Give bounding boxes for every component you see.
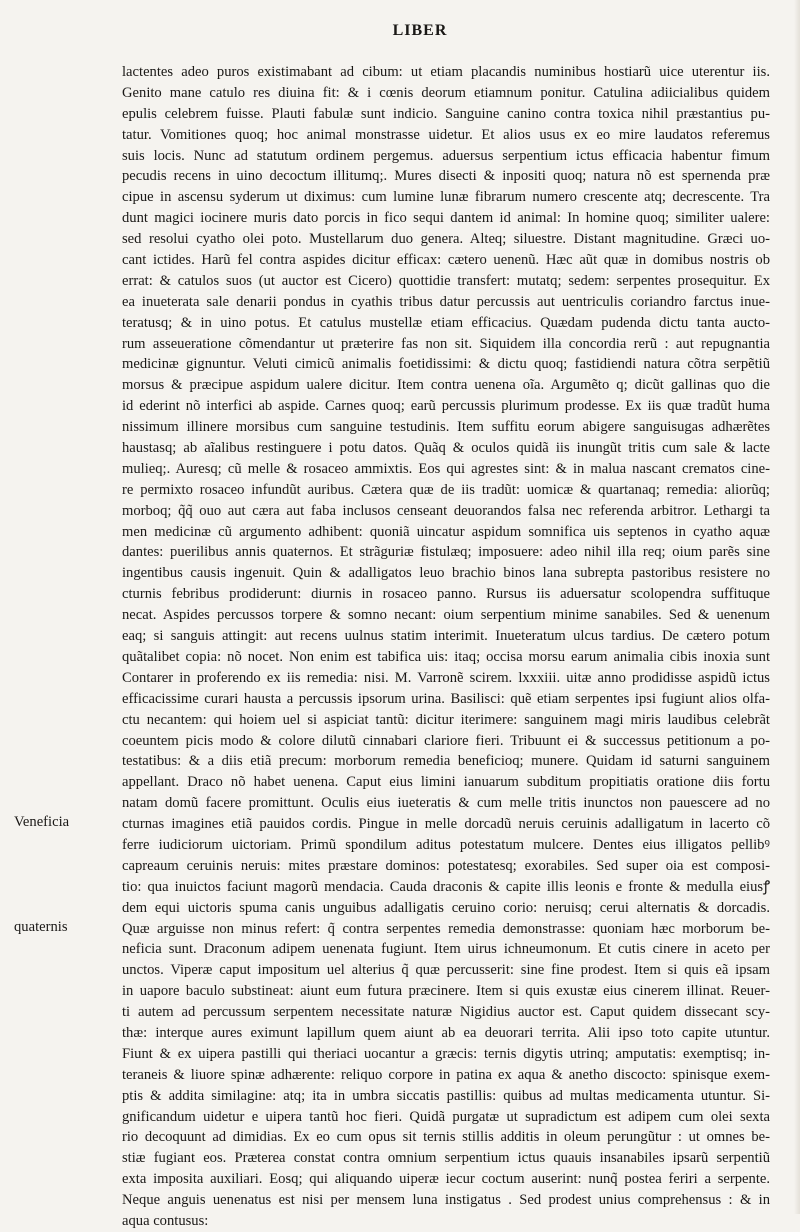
text-line: ti autem ad percussum serpentem necessitate naturæ Nigidius auctor est. Caput quidem dissecant scy- [122,1004,770,1021]
text-line: cipue in ascensu syderum ut diximus: cum lumine lunæ fibrarum numero crescente atq; decrescente. Tra [122,189,770,206]
text-line: ptis & addita similagine: atq; ita in umbra siccatis pastillis: quibus ad multas medicamenta utuntur. Si- [122,1087,770,1104]
text-line: necat. Aspides percussos torpere & somno necant: oium serpentium minime sanabiles. Sed & uenenum [122,607,770,624]
text-line: ctu necantem: qui hoiem uel si aspiciat tantũ: dicitur iterimere: sanguinem magi miris laudibus celebrãt [122,711,770,728]
text-line: natam domũ facere promittunt. Oculis eius iueteratis & cum melle tritis inunctos non pauescere ad no [122,795,770,812]
text-line: Genito mane catulo res diuina fit: & i cœnis deorum etiamnum ponitur. Catulina adiicialibus quidem [122,84,770,101]
text-line: dem equi uictoris spuma canis unguibus adalligatis ceruino corio: neruisq; cerui alternatis & dorcadis. [122,899,770,916]
text-line: dantes: puerilibus annis quaternos. Et strãguriæ fistulæq; imposuere: adeo nihil illa req; oium parẽs sine [122,544,770,561]
text-line: aqua contusus: [122,1212,209,1229]
text-line: suis locis. Nunc ad statutum ordinem pergemus. aduersus serpentium ictus efficacia habentur fimum [122,147,770,164]
text-line: testatibus: & a diis etiã precum: morborum remedia beneficioq; munere. Quidam id saturni sanguinem [122,753,770,770]
text-line: nissimum illinere morsibus cum sanguine testudinis. Item suffitu eorum abigere sanguisugas adhærẽtes [122,419,770,436]
text-line: cturnis febribus prodiderunt: diurnis in rosaceo panno. Rursus iis aduersatur scolopendra suffituque [122,586,770,603]
text-line: appellant. Draco nõ habet uenena. Caput eius limini ianuarum subditum propitiatis oratione diis fortu [122,774,770,791]
text-line: quãtalibet copia: nõ nocet. Non enim est tabifica uis: itaq; occisa morsu earum animalia cibis inoxia sunt [122,648,770,665]
text-line: unctos. Viperæ caput impositum uel alterius q̃ quæ percusserit: sine fine prodest. Item si quis eã ipsam [122,962,770,979]
text-line: capreaum ceruinis neruis: mites præstare dominos: potestatesq; exorabiles. Sed super oia est composi- [122,857,770,874]
text-line: morboq; q̃q̃ ouo aut cæra aut faba inclusos censeant deuorandos falsa nec referenda arbitror. Lethargi ta [122,502,770,519]
text-line: tio: qua inuictos faciunt magorũ mendacia. Cauda draconis & capite illis leonis e fronte & medulla eiusꝭ [122,878,770,895]
text-line: rum asseueratione cõmendantur ut præterire fas non sit. Siquidem illa concordia rerũ : aut repugnantia [122,335,770,352]
text-line: pecudis recens in uino decoctum illitumq;. Mures disecti & inpositi quoq; natura nõ est spernenda præ [122,168,770,185]
text-line: exta imposita auxiliari. Eosq; qui aliquando uiperæ iecur coctum auserint: nunq̃ postea feriri a serpente. [122,1171,770,1188]
main-text-block [122,62,770,1232]
text-line: neficia sunt. Draconum adipem uenenata fugiunt. Item uirus ichneumonum. Et cutis cinere in aceto per [122,941,770,958]
text-line: stiæ fugiant eos. Præterea constat contra omnium serpentium ictus quauis insanabiles ipsarũ serpentiũ [122,1150,770,1167]
text-line: ea inueterata sale denarii pondus in cyathis tribus datur percussis aut uentriculis coriandro farctus inue- [122,293,770,310]
text-line: in uapore baculo substineat: aiunt eum futura præcinere. Item si quis exustæ eius cinerem illinat. Reuer- [122,983,770,1000]
text-line: mulieq;. Auresq; cũ melle & rosaceo ammixtis. Eos qui agrestes sint: & in malua nascant crematos cine- [122,460,770,477]
text-line: ferre iudiciorum uictoriam. Primũ spondilum aditus potestatum mulcere. Dentes eius illigatos pellibꝰ [122,836,770,853]
text-line: thæ: interque aures eximunt lapillum quem aiunt ab ea deuorari territa. Alii ipso toto capite utuntur. [122,1024,770,1041]
text-line: cant ictides. Harũ fel contra aspides dicitur efficax: cætero uenenũ. Hæc aũt quæ in domibus nostris ob [122,252,770,269]
text-line: lactentes adeo puros existimabant ad cibum: ut etiam placandis numinibus hostiarũ uice uterentur iis. [122,64,770,80]
text-line: Fiunt & ex uipera pastilli qui theriaci uocantur a græcis: ternis digytis utrinq; amputatis: exemptisq; in- [122,1045,770,1062]
margin-note-veneficia: Veneficia [14,814,70,831]
text-line: id ederint nõ interfici ab aspide. Carnes quoq; earũ percussis plurimum prodesse. Ex iis quæ tradũt huma [122,398,770,415]
text-line: Neque anguis uenenatus est nisi per mensem luna instigatus . Sed prodest unius comprehensus : & in [122,1192,770,1209]
text-line: medicinæ gignuntur. Veluti cimicũ animalis foetidissimi: & dictu quoq; fastidiendi natura cõtra serpẽtiũ [122,356,770,373]
text-line: men medicinæ cũ argumento adhibent: quoniã uincatur aspidum somnifica uis septenos in cyatho aquæ [122,523,770,540]
text-line: Contarer in proferendo ex iis remedia: nisi. M. Varronẽ scirem. lxxxiii. uitæ anno prodidisse aspidũ ictus [122,669,770,686]
text-line: rio decoquunt ad dimidias. Ex eo cum opus sit ternis stillis additis in oleum perungũtur : ut omnes be- [122,1129,770,1146]
text-line: re permixto rosaceo infundũt auribus. Cætera quæ de iis tradũt: uomicæ & quartanaq; remedia: aliorũq; [122,481,770,498]
text-line: efficacissime curari hausta a percussis ipsorum urina. Basilisci: quẽ etiam serpentes ipsi fugiunt alios olfa- [122,690,770,707]
text-line: haustasq; ab aĩalibus restinguere i potu datos. Quãq & oculos quidã iis inungũt tritis cum sale & lacte [122,440,770,457]
margin-note-quaternis: quaternis [14,918,68,935]
text-line: teraneis & liuore spinæ adhærente: reliquo corpore in patina ex aqua & anetho discocto: spinisque exem- [122,1066,770,1083]
text-line: ingentibus causis ingenuit. Quin & adalligatos leuo brachio binos lana subrepta pastoribus resistere no [122,565,770,582]
page-title: LIBER [392,22,448,39]
text-line: errat: & catulos suos (ut auctor est Cicero) quottidie transfert: mutatq; sedem: serpentes prosequitur. Ex [122,272,770,289]
text-line: cturnas imagines etiã pauidos cordis. Pingue in melle dorcadũ neruis ceruinis adalligatum in lacerto cõ [122,816,770,833]
text-line: morsus & præcipue aspidum ualere dicitur. Item contra uenena oĩa. Argumẽto q; dicũt gallinas quo die [122,377,770,394]
text-line: coeuntem picis modo & colore dilutũ cinnabari clariore fieri. Tribuunt ei & successus petitionum a po- [122,732,770,749]
text-line: sed resolui cyatho olei poto. Mustellarum duo genera. Alteq; siluestre. Distant magnitudine. Græci uo- [122,231,770,248]
text-line: tatur. Vomitiones quoq; hoc animal monstrasse uidetur. Et alios usus ex eo mire laudatos referemus [122,126,770,143]
text-line: teratusq; & in uino potus. Et catulus mustellæ etiam efficacius. Quædam pudenda dictu tanta aucto- [122,314,770,331]
text-line: eaq; si sanguis attingit: aut recens uulnus statim interimit. Inueteratum ulcus tardius. De cætero potum [122,628,770,645]
scan-edge [794,0,800,1214]
text-line: dunt magici iocinere muris dato porcis in fico sequi dantem id animal: In homine quoq; similiter ualere: [122,210,770,227]
page-header [360,22,480,40]
text-line: epulis celebrem fuisse. Plauti fabulæ sunt indicio. Sanguine canino contra toxica nihil præstantius pu- [122,105,770,122]
text-line: Quæ arguisse non minus refert: q̃ contra serpentes remedia demonstrasse: quoniam hæc morborum be- [122,920,770,937]
text-line: gnificandum uidetur e uipera tantũ hoc fieri. Quidã purgatæ ut supradictum est adipem cum olei sexta [122,1108,770,1125]
